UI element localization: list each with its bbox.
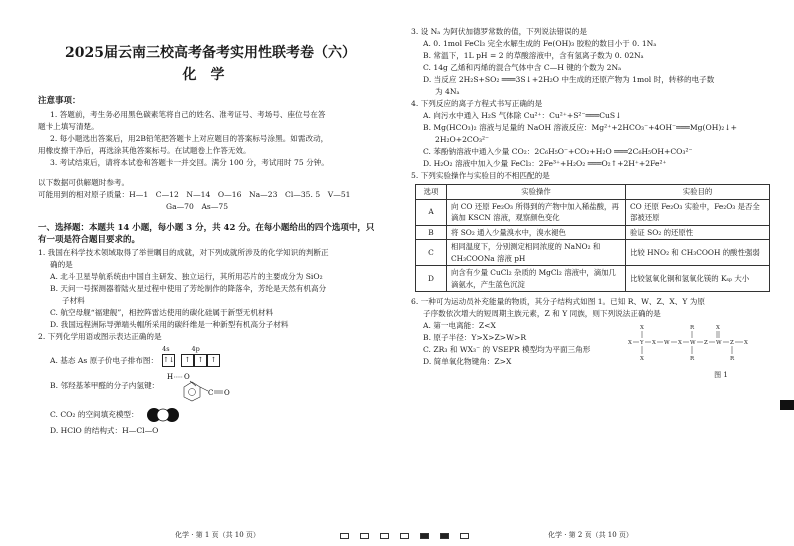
q1-stem-cont: 确的是	[50, 260, 73, 269]
q6-option-c: C. ZR₃ 和 WX₃⁻ 的 VSEPR 模型均为平面三角形	[423, 345, 591, 354]
svg-text:X: X	[652, 340, 656, 346]
svg-text:W: W	[690, 340, 696, 346]
hydrogen-bond-structure	[163, 369, 233, 403]
q4-option-a: A. 向污水中通入 H₂S 气体除 Cu²⁺：Cu²⁺+S²⁻═══CuS↓	[423, 111, 622, 120]
section1-heading: 一、选择题：本题共 14 小题，每小题 3 分，共 42 分。在每小题给出的四个选项中，只	[38, 223, 375, 233]
table-cell: 验证 SO₂ 的还原性	[626, 225, 770, 240]
q2-option-d: D. HClO 的结构式：H—Cl—O	[50, 426, 159, 435]
orbital-4p-box: ↑	[181, 354, 194, 367]
q6-stem-cont: 子序数依次增大的短周期主族元素，Z 和 Y 同族，则下列说法正确的是	[423, 309, 661, 318]
svg-text:X: X	[628, 340, 632, 346]
marker-square	[360, 533, 369, 539]
struct-c: C	[208, 389, 214, 397]
svg-text:R: R	[730, 356, 735, 362]
table-cell: 向含有少量 CuCl₂ 杂质的 MgCl₂ 溶液中，滴加几滴氨水，产生蓝色沉淀	[447, 266, 626, 292]
table-cell: C	[416, 240, 447, 266]
orbital-4p-label: 4p	[191, 345, 200, 353]
notice-line: 用橡皮擦干净后，再选涂其他答案标号。在试题卷上作答无效。	[38, 146, 251, 155]
q6-stem: 6. 一种可为运动员补充能量的物质，其分子结构式如图 1。已知 R、W、Z、X、Y 为原	[411, 297, 705, 306]
q3-stem: 3. 设 Nₐ 为阿伏加德罗常数的值，下列说法错误的是	[411, 27, 587, 36]
orbital-4s-box: ↑↓	[162, 354, 175, 367]
table-cell: 向 CO 还原 Fe₂O₃ 所得到的产物中加入稀盐酸，再滴加 KSCN 溶液，观察颜色变化	[447, 199, 626, 225]
svg-text:R: R	[690, 325, 695, 331]
q1-option-b: B. 天问一号探测器着陆火星过程中使用了芳纶制作的降落伞，芳纶是天然有机高分	[50, 284, 327, 293]
svg-text:X: X	[640, 356, 644, 362]
table-cell: B	[416, 225, 447, 240]
notice-line: 2. 每小题选出答案后，用2B铅笔把答题卡上对应题目的答案标号涂黑。如需改动，	[50, 134, 329, 143]
svg-text:W: W	[664, 340, 670, 346]
svg-text:X: X	[744, 340, 748, 346]
page-marker-squares	[340, 533, 469, 539]
orbital-diagram	[162, 345, 220, 367]
q3-option-a: A. 0. 1mol FeCl₃ 完全水解生成的 Fe(OH)₃ 胶粒的数目小于 0. 1Nₐ	[423, 39, 657, 48]
q2-stem: 2. 下列化学用语或图示表达正确的是	[38, 332, 162, 341]
section1-heading-cont: 有一项是符合题目要求的。	[38, 235, 141, 245]
figure-caption: 图 1	[714, 371, 728, 379]
struct-o: O	[184, 373, 190, 381]
q4-option-b: B. Mg(HCO₃)₂ 溶液与足量的 NaOH 溶液反应：Mg²⁺+2HCO₃⁻+4OH⁻═══Mg(OH)₂↓+	[423, 123, 738, 132]
atomic-masses-cont: Ga—70 As—75	[166, 202, 229, 211]
q6-option-d: D. 简单氧化物键角：Z>X	[423, 357, 512, 366]
marker-square	[400, 533, 409, 539]
q6-body	[411, 320, 776, 380]
svg-text:X: X	[678, 340, 682, 346]
marker-square	[440, 533, 449, 539]
struct-o2: O	[224, 389, 230, 397]
marker-square	[380, 533, 389, 539]
q4-option-b-cont: 2H₂O+2CO₃²⁻	[435, 135, 490, 144]
q3-option-d: D. 当反应 2H₂S+SO₂ ═══3S↓+2H₂O 中生成的还原产物为 1mol 时，转移的电子数	[423, 75, 715, 84]
marker-square	[340, 533, 349, 539]
q4-option-d: D. H₂O₂ 溶液中加入少量 FeCl₃：2Fe³⁺+H₂O₂ ═══O₂↑+2H⁺+2Fe²⁺	[423, 159, 667, 168]
edge-tab-mark	[780, 400, 794, 410]
svg-text:X: X	[640, 325, 644, 331]
table-header: 实验目的	[626, 185, 770, 200]
q3-option-b: B. 常温下，1L pH = 2 的草酸溶液中，含有氢离子数为 0. 02Nₐ	[423, 51, 644, 60]
svg-text:R: R	[690, 356, 695, 362]
table-cell: D	[416, 266, 447, 292]
q1-stem: 1. 我国在科学技术领域取得了举世瞩目的成就，对下列成就所涉及的化学知识的判断正	[38, 248, 329, 257]
table-cell: CO 还原 Fe₂O₃ 实验中，Fe₂O₃ 是否全部被还原	[626, 199, 770, 225]
struct-h: H	[167, 373, 174, 381]
q1-option-b-cont: 子材料	[62, 296, 85, 305]
q3-option-d-cont: 为 4Nₐ	[435, 87, 460, 96]
marker-square	[460, 533, 469, 539]
orbital-4p-box: ↑	[194, 354, 207, 367]
page-footer-left: 化学 · 第 1 页（共 10 页）	[175, 531, 260, 539]
svg-text:W: W	[716, 340, 722, 346]
q4-stem: 4. 下列反应的离子方程式书写正确的是	[411, 99, 543, 108]
notice-line: 3. 考试结束后，请将本试卷和答题卡一并交回。满分 100 分，考试用时 75 分钟。	[50, 158, 329, 167]
q1-option-d: D. 我国远程洲际导弹端头帽所采用的碳纤维是一种新型有机高分子材料	[50, 320, 289, 329]
table-row	[416, 225, 770, 240]
notice-heading: 注意事项：	[38, 96, 81, 106]
marker-square	[420, 533, 429, 539]
co2-space-filling-model	[143, 405, 183, 425]
q1-option-c: C. 航空母舰“福建舰”，相控阵雷达使用的碳化硅属于新型无机材料	[50, 308, 274, 317]
exam-title: 2025届云南三校高考备考实用性联考卷（六）	[65, 45, 356, 61]
q6-option-b: B. 原子半径：Y>X>Z>W>R	[423, 333, 527, 342]
reference-info: 以下数据可供解题时参考。	[38, 178, 130, 187]
svg-text:Y: Y	[640, 340, 644, 346]
q2-option-b	[38, 369, 383, 403]
q3-option-c: C. 14g 乙烯和丙烯的混合气体中含 C—H 键的个数为 2Nₐ	[423, 63, 622, 72]
table-row	[416, 266, 770, 292]
q6-options	[411, 320, 626, 380]
q5-stem: 5. 下列实验操作与实验目的不相匹配的是	[411, 171, 550, 180]
orbital-4s-label: 4s	[162, 345, 170, 353]
table-header: 实验操作	[447, 185, 626, 200]
table-cell: 比较 HNO₂ 和 CH₃COOH 的酸性强弱	[626, 240, 770, 266]
molecular-structure-diagram	[626, 320, 766, 366]
svg-text:Z: Z	[704, 340, 708, 346]
q2-option-a-label: A. 基态 As 原子价电子排布图：	[50, 356, 159, 365]
q1-option-a: A. 北斗卫星导航系统由中国自主研发、独立运行，其所用芯片的主要成分为 SiO₂	[50, 272, 323, 281]
svg-text:Z: Z	[730, 340, 734, 346]
table-header-row	[416, 185, 770, 200]
table-row	[416, 240, 770, 266]
table-cell: 将 SO₂ 通入少量溴水中，溴水褪色	[447, 225, 626, 240]
orbital-4p-box: ↑	[207, 354, 220, 367]
q6-option-a: A. 第一电离能：Z<X	[423, 321, 496, 330]
notice-line: 1. 答题前，考生务必用黑色碳素笔将自己的姓名、准考证号、考场号、座位号在答	[50, 110, 326, 119]
table-header: 选项	[416, 185, 447, 200]
right-page	[397, 0, 794, 546]
page-footer-right: 化学 · 第 2 页（共 10 页）	[548, 531, 633, 539]
svg-text:X: X	[716, 325, 720, 331]
table-cell: 相同温度下，分别测定相同浓度的 NaNO₂ 和 CH₃COONa 溶液 pH	[447, 240, 626, 266]
q4-option-c: C. 苯酚钠溶液中通入少量 CO₂：2C₆H₅O⁻+CO₂+H₂O ═══2C₆H₅OH+CO₃²⁻	[423, 147, 693, 156]
notice-line: 题卡上填写清楚。	[38, 122, 99, 131]
exam-subject: 化学	[182, 67, 239, 83]
table-cell: A	[416, 199, 447, 225]
q2-option-c	[38, 405, 383, 425]
table-row	[416, 199, 770, 225]
atomic-masses: 可能用到的相对原子质量：H—1 C—12 N—14 O—16 Na—23 Cl—35. 5 V—51	[38, 190, 351, 199]
figure-1	[626, 320, 766, 380]
q2-option-c-label: C. CO₂ 的空间填充模型：	[50, 410, 139, 419]
table-cell: 比较氢氧化铜和氢氧化镁的 Kₛₚ 大小	[626, 266, 770, 292]
experiment-table	[415, 184, 770, 292]
q2-option-b-label: B. 邻羟基苯甲醛的分子内氢键：	[50, 381, 160, 390]
q2-option-a	[38, 345, 383, 367]
